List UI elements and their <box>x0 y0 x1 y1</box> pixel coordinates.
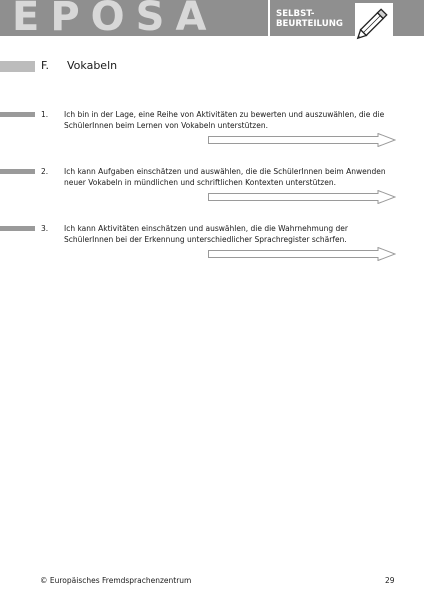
progress-arrow <box>208 133 396 147</box>
page-number: 29 <box>385 576 395 585</box>
item-text: Ich bin in der Lage, eine Reihe von Aktivitäten zu bewerten und auszuwählen, die die SchülerInnen beim Lernen von Vokabeln unterstützen. <box>64 110 385 130</box>
item-marker-bar <box>0 112 35 117</box>
item-marker-bar <box>0 169 35 174</box>
section-letter: F. <box>41 59 50 72</box>
item-marker-bar <box>0 226 35 231</box>
section-marker-bar <box>0 61 35 72</box>
pencil-icon <box>355 3 393 41</box>
item-number: 1. <box>41 110 49 119</box>
item-number: 2. <box>41 167 49 176</box>
footer-copyright: © Europäisches Fremdsprachenzentrum <box>40 576 192 585</box>
self-assessment-label: SELBST- BEURTEILUNG <box>276 9 343 29</box>
header-divider <box>268 0 270 36</box>
item-number: 3. <box>41 224 49 233</box>
progress-arrow <box>208 247 396 261</box>
eposa-logo: EPOSA <box>12 0 218 40</box>
item-text: Ich kann Aktivitäten einschätzen und auswählen, die die Wahrnehmung der SchülerInnen bei der Erkennung unterschiedlicher Sprachregister schärfen. <box>64 224 348 244</box>
section-title: Vokabeln <box>67 59 118 72</box>
item-text: Ich kann Aufgaben einschätzen und auswählen, die die SchülerInnen beim Anwenden neuer Vokabeln in mündlichen und schriftlichen Kontexten unterstützen. <box>64 167 386 187</box>
progress-arrow <box>208 190 396 204</box>
